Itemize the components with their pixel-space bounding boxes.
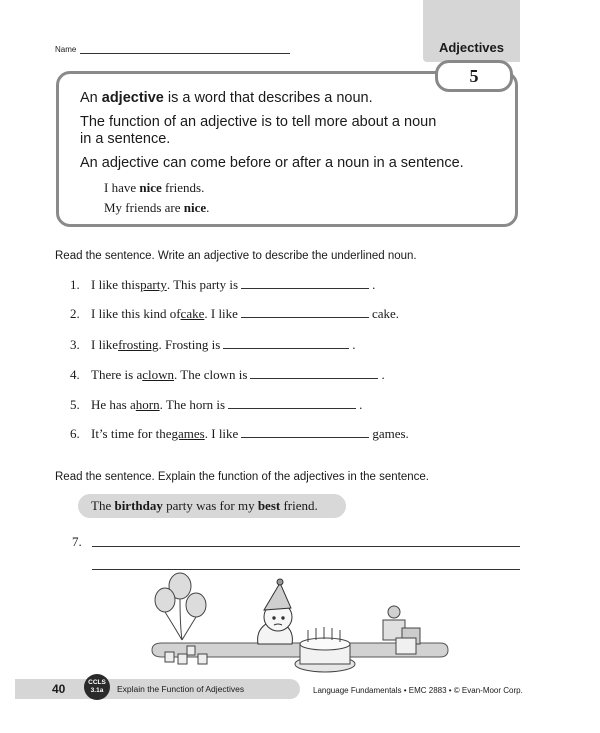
underlined-noun: horn [135,397,160,412]
question-3: 3. I like frosting . Frosting is . [70,337,356,352]
boy-with-party-hat-icon [258,579,293,644]
definition-line-3: An adjective can come before or after a noun in a sentence. [80,155,464,171]
question-7-number: 7. [72,534,82,549]
question-2: 2. I like this kind of cake . I like cake. [70,306,399,321]
example-sentence-pill: The birthday party was for my best friend. [78,494,346,518]
answer-blank-3[interactable] [223,347,349,349]
definition-line-2b: in a sentence. [80,131,171,147]
name-field [55,45,290,54]
answer-line-7a[interactable] [92,545,520,547]
name-label: Name [55,45,77,54]
answer-blank-5[interactable] [228,407,356,409]
question-1: 1. I like this party . This party is . [70,277,376,292]
question-4: 4. There is a clown . The clown is . [70,367,385,382]
category-title: Adjectives [438,40,505,55]
skill-label: Explain the Function of Adjectives [117,684,245,694]
standard-badge: CCLS 3.1a [84,674,110,700]
answer-blank-2[interactable] [241,316,369,318]
publisher-info: Language Fundamentals • EMC 2883 • © Evan-Moor Corp. [313,686,523,695]
answer-blank-6[interactable] [241,436,369,438]
question-6: 6. It’s time for the games . I like games. [70,426,409,441]
answer-blank-1[interactable] [241,287,369,289]
underlined-noun: clown [142,367,175,382]
lesson-number: 5 [435,60,513,92]
underlined-noun: cake [180,306,205,321]
underlined-noun: frosting [118,337,159,352]
example-sentence-2: My friends are nice. [104,200,210,215]
definition-line-1: An adjective is a word that describes a noun. [80,90,373,106]
name-input-line[interactable] [80,45,290,54]
section2-instruction: Read the sentence. Explain the function of the adjectives in the sentence. [55,471,429,483]
birthday-party-illustration [150,570,450,680]
underlined-noun: games [171,426,205,441]
answer-blank-4[interactable] [250,377,378,379]
page-number: 40 [52,682,66,696]
question-5: 5. He has a horn . The horn is . [70,397,363,412]
section1-instruction: Read the sentence. Write an adjective to describe the underlined noun. [55,250,417,262]
balloons-icon [155,573,206,640]
definition-line-2a: The function of an adjective is to tell more about a noun [80,114,437,130]
example-sentence-1: I have nice friends. [104,180,205,195]
underlined-noun: party [140,277,167,292]
birthday-cake-icon [295,627,355,672]
